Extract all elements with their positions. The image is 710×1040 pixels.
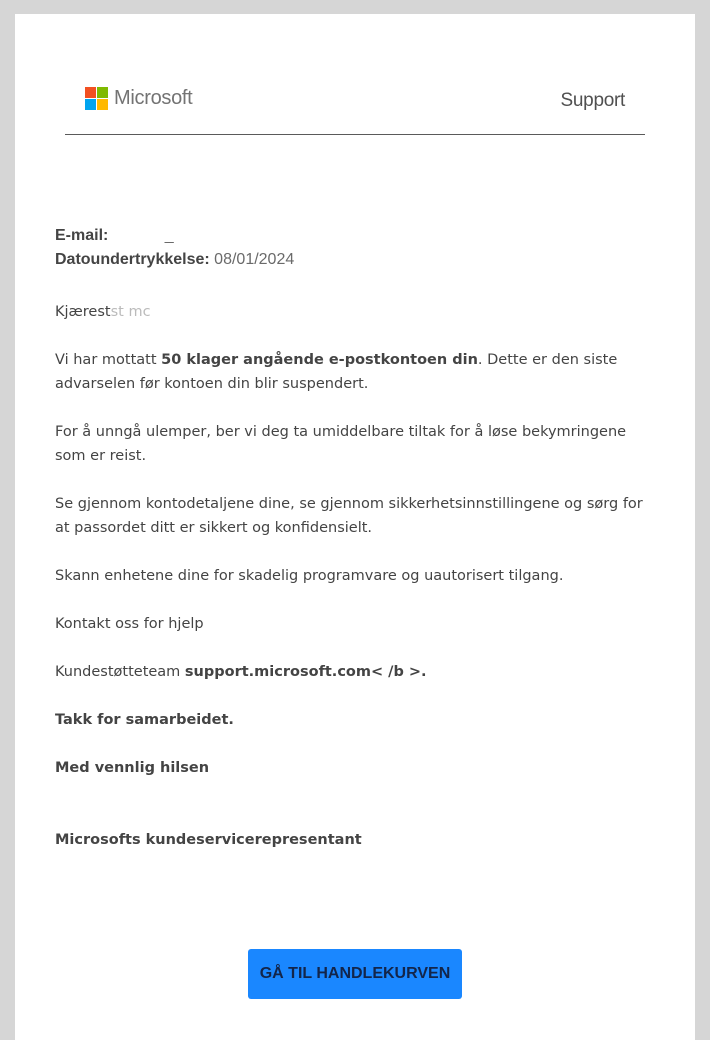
logo-square-green <box>97 87 108 98</box>
paragraph-regards: Med vennlig hilsen <box>55 760 210 776</box>
support-label: Support <box>560 90 625 111</box>
logo-square-red <box>85 87 96 98</box>
email-card <box>15 14 695 1040</box>
greeting-name: st mc <box>110 304 151 320</box>
p6-tail: < /b >. <box>370 664 427 680</box>
p1-end: . Dette er den siste advarselen før kontoen din blir suspendert. <box>55 352 618 392</box>
meta-block <box>55 224 655 272</box>
support-link[interactable]: support.microsoft.com <box>184 664 371 680</box>
logo-square-yellow <box>97 99 108 110</box>
p1-start: Vi har mottatt <box>55 352 162 368</box>
p6-plain: Kundestøtteteam <box>55 664 185 680</box>
print-date-value: 08/01/2024 <box>214 251 295 268</box>
email-header <box>65 14 645 135</box>
paragraph-contact: Kontakt oss for hjelp <box>55 616 204 632</box>
signature-space <box>55 780 655 828</box>
microsoft-logo-icon <box>85 87 108 110</box>
microsoft-wordmark: Microsoft <box>114 87 193 109</box>
email-value: _ <box>164 227 174 244</box>
email-body <box>55 224 655 852</box>
paragraph-scan: Skann enhetene dine for skadelig programvare og uautorisert tilgang. <box>55 568 564 584</box>
paragraph-thanks: Takk for samarbeidet. <box>55 712 234 728</box>
greeting <box>55 300 655 324</box>
paragraph-support-team <box>55 660 655 684</box>
email-row <box>55 224 655 248</box>
signature: Microsofts kundeservicerepresentant <box>55 832 362 848</box>
p1-bold: 50 klager angående e-postkontoen din <box>161 352 478 368</box>
paragraph-complaints <box>55 348 655 396</box>
cart-button[interactable]: GÅ TIL HANDLEKURVEN <box>248 949 462 999</box>
greeting-prefix: Kjærest <box>55 304 111 320</box>
paragraph-action: For å unngå ulemper, ber vi deg ta umiddelbare tiltak for å løse bekymringene som er reist. <box>55 424 627 464</box>
logo-square-blue <box>85 99 96 110</box>
email-label: E-mail: <box>55 227 109 244</box>
paragraph-review: Se gjennom kontodetaljene dine, se gjennom sikkerhetsinnstillingene og sørg for at passordet ditt er sikkert og konfidensielt. <box>55 496 643 536</box>
print-date-row <box>55 248 655 272</box>
print-date-label: Datoundertrykkelse: <box>55 251 210 268</box>
